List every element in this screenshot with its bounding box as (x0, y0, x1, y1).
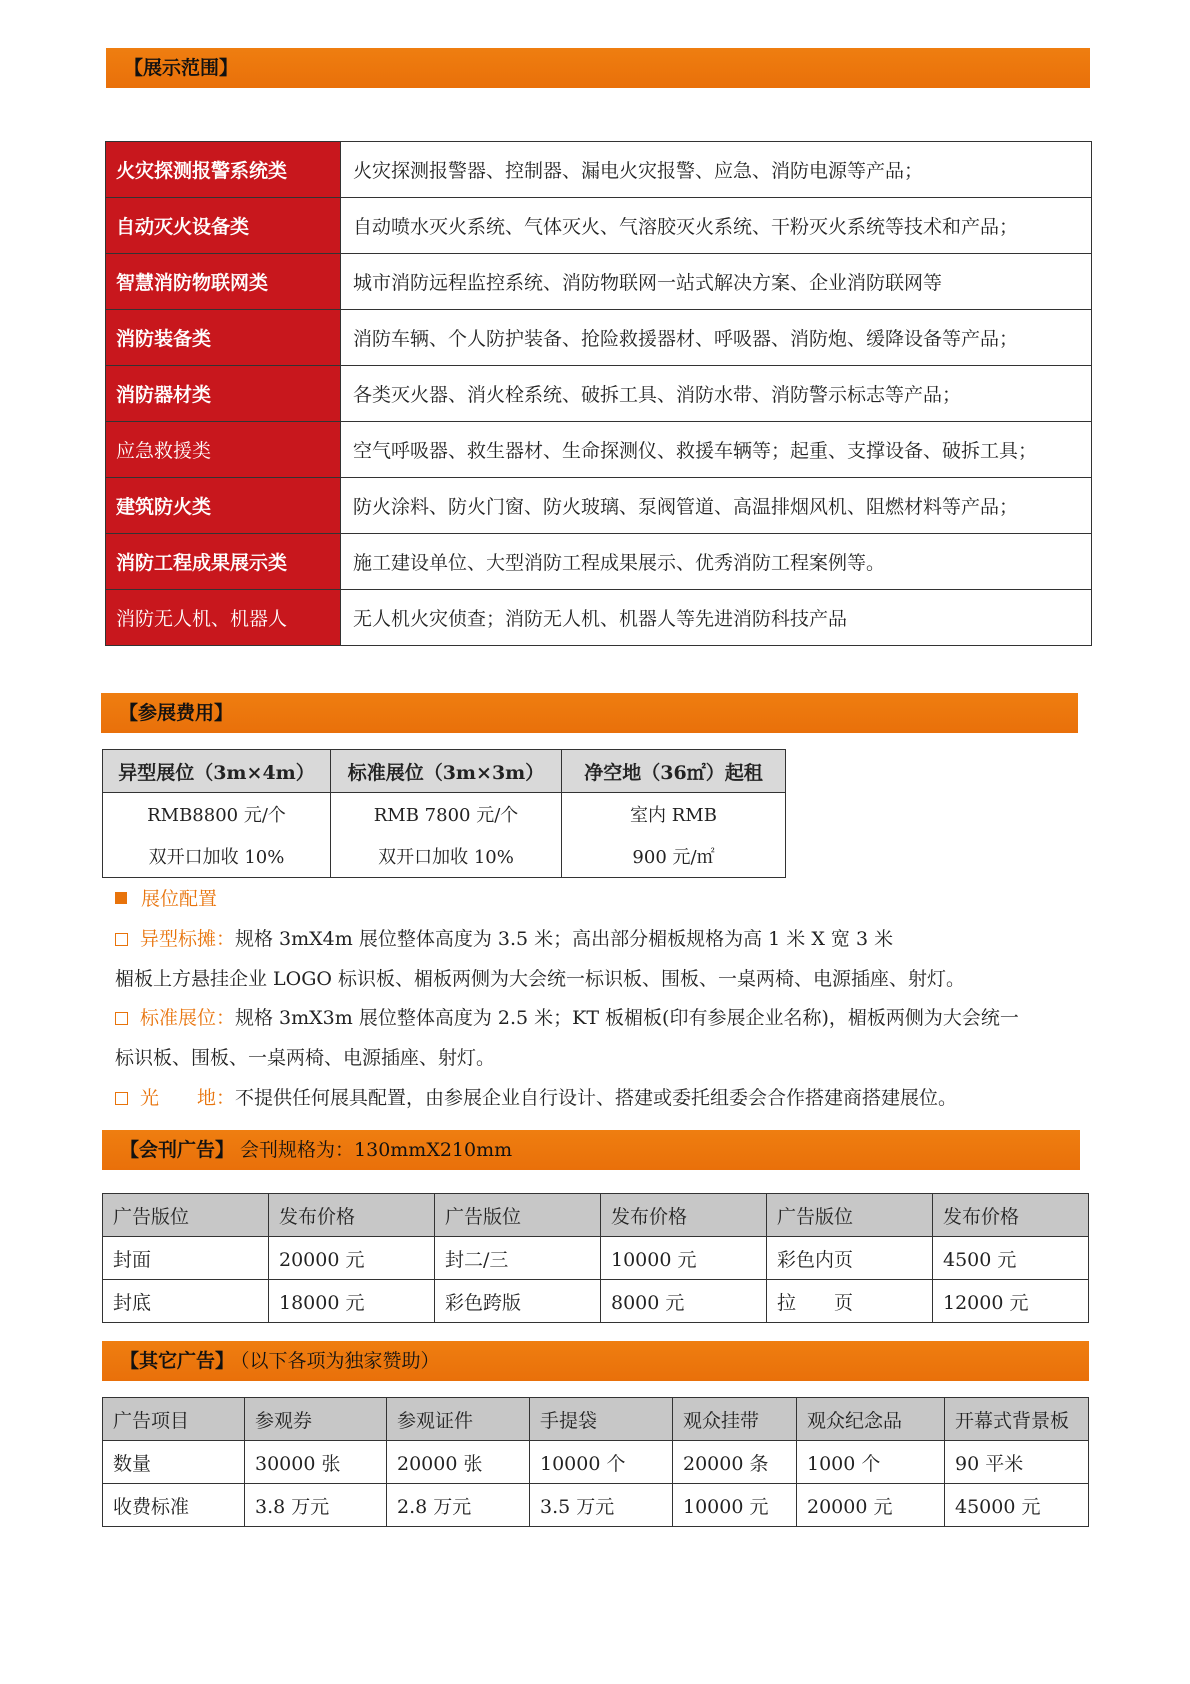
table-row (106, 254, 1092, 310)
other-header: 广告项目 (103, 1398, 245, 1441)
table-row (103, 1280, 1089, 1323)
square-bullet-icon (115, 892, 127, 904)
other-cell: 1000 个 (797, 1441, 945, 1484)
other-cell: 数量 (103, 1441, 245, 1484)
other-cell: 20000 张 (387, 1441, 530, 1484)
scope-description: 消防车辆、个人防护装备、抢险救援器材、呼吸器、消防炮、缓降设备等产品； (341, 310, 1092, 366)
journal-section-header (102, 1130, 1080, 1170)
scope-title: 【展示范围】 (124, 57, 239, 79)
scope-category: 消防器材类 (106, 366, 341, 422)
scope-description: 空气呼吸器、救生器材、生命探测仪、救援车辆等；起重、支撑设备、破拆工具； (341, 422, 1092, 478)
table-row (106, 142, 1092, 198)
other-cell: 90 平米 (945, 1441, 1089, 1484)
scope-category: 消防工程成果展示类 (106, 534, 341, 590)
other-header: 观众纪念品 (797, 1398, 945, 1441)
table-row (103, 1484, 1089, 1527)
other-header: 参观券 (245, 1398, 387, 1441)
journal-ad-table (102, 1193, 1089, 1323)
journal-cell: 封面 (103, 1237, 269, 1280)
scope-category: 消防无人机、机器人 (106, 590, 341, 646)
journal-title: 【会刊广告】 (120, 1139, 235, 1161)
fee-header: 异型展位（3m×4m） (103, 750, 331, 793)
fee-cell: RMB 7800 元/个 (331, 793, 562, 836)
fee-header: 标准展位（3m×3m） (331, 750, 562, 793)
other-ads-note: （以下各项为独家赞助） (240, 1350, 440, 1372)
journal-header: 发布价格 (601, 1194, 767, 1237)
other-cell: 收费标准 (103, 1484, 245, 1527)
fee-cell: 双开口加收 10% (103, 835, 331, 878)
other-cell: 20000 元 (797, 1484, 945, 1527)
scope-description: 防火涂料、防火门窗、防火玻璃、泵阀管道、高温排烟风机、阻燃材料等产品； (341, 478, 1092, 534)
scope-table (105, 141, 1092, 646)
fee-cell: 双开口加收 10% (331, 835, 562, 878)
journal-cell: 20000 元 (269, 1237, 435, 1280)
journal-cell: 拉 页 (767, 1280, 933, 1323)
other-ads-title: 【其它广告】 (120, 1350, 235, 1372)
other-cell: 3.8 万元 (245, 1484, 387, 1527)
other-cell: 45000 元 (945, 1484, 1089, 1527)
journal-cell: 18000 元 (269, 1280, 435, 1323)
scope-description: 无人机火灾侦查；消防无人机、机器人等先进消防科技产品 (341, 590, 1092, 646)
fees-section-header (101, 693, 1078, 733)
table-row (103, 793, 786, 836)
table-row (106, 198, 1092, 254)
other-cell: 30000 张 (245, 1441, 387, 1484)
other-ad-table (102, 1397, 1089, 1527)
journal-cell: 10000 元 (601, 1237, 767, 1280)
journal-header: 发布价格 (269, 1194, 435, 1237)
standard-label: 标准展位： (140, 1007, 236, 1029)
scope-section-header (106, 48, 1090, 88)
irregular-text: 规格 3mX4m 展位整体高度为 3.5 米；高出部分楣板规格为高 1 米 X 宽 3 米 (235, 928, 894, 950)
fee-cell: RMB8800 元/个 (103, 793, 331, 836)
other-cell: 20000 条 (673, 1441, 797, 1484)
scope-description: 施工建设单位、大型消防工程成果展示、优秀消防工程案例等。 (341, 534, 1092, 590)
scope-category: 火灾探测报警系统类 (106, 142, 341, 198)
table-row (103, 1237, 1089, 1280)
config-heading (115, 888, 217, 910)
fee-cell: 室内 RMB (562, 793, 786, 836)
scope-category: 消防装备类 (106, 310, 341, 366)
table-header-row (103, 750, 786, 793)
table-row (106, 478, 1092, 534)
scope-category: 智慧消防物联网类 (106, 254, 341, 310)
journal-cell: 封二/三 (435, 1237, 601, 1280)
irregular-label: 异型标摊： (140, 928, 236, 950)
fee-table (102, 749, 786, 878)
journal-cell: 彩色内页 (767, 1237, 933, 1280)
scope-description: 各类灭火器、消火栓系统、破拆工具、消防水带、消防警示标志等产品； (341, 366, 1092, 422)
config-bare (115, 1087, 957, 1109)
scope-description: 火灾探测报警器、控制器、漏电火灾报警、应急、消防电源等产品； (341, 142, 1092, 198)
other-cell: 3.5 万元 (530, 1484, 673, 1527)
scope-category: 应急救援类 (106, 422, 341, 478)
fee-cell: 900 元/㎡ (562, 835, 786, 878)
journal-header: 广告版位 (435, 1194, 601, 1237)
table-row (103, 835, 786, 878)
journal-header: 广告版位 (103, 1194, 269, 1237)
journal-cell: 封底 (103, 1280, 269, 1323)
checkbox-icon (115, 933, 128, 946)
journal-header: 广告版位 (767, 1194, 933, 1237)
other-cell: 2.8 万元 (387, 1484, 530, 1527)
checkbox-icon (115, 1012, 128, 1025)
journal-cell: 12000 元 (933, 1280, 1089, 1323)
standard-text: 规格 3mX3m 展位整体高度为 2.5 米；KT 板楣板(印有参展企业名称)，楣板两侧为大会统一 (235, 1007, 1019, 1029)
table-row (106, 422, 1092, 478)
other-header: 手提袋 (530, 1398, 673, 1441)
journal-spec: 会刊规格为：130mmX210mm (240, 1139, 513, 1161)
scope-description: 城市消防远程监控系统、消防物联网一站式解决方案、企业消防联网等 (341, 254, 1092, 310)
other-cell: 10000 元 (673, 1484, 797, 1527)
other-cell: 10000 个 (530, 1441, 673, 1484)
table-row (106, 590, 1092, 646)
bare-text: 不提供任何展具配置，由参展企业自行设计、搭建或委托组委会合作搭建商搭建展位。 (235, 1087, 958, 1109)
bare-label: 光 地： (140, 1087, 236, 1109)
irregular-text-2: 楣板上方悬挂企业 LOGO 标识板、楣板两侧为大会统一标识板、围板、一桌两椅、电源插座、射灯。 (115, 968, 966, 990)
journal-cell: 彩色跨版 (435, 1280, 601, 1323)
table-row (106, 534, 1092, 590)
config-heading-text: 展位配置 (141, 888, 218, 910)
table-row (106, 310, 1092, 366)
checkbox-icon (115, 1092, 128, 1105)
config-standard (115, 1007, 1019, 1029)
table-header-row (103, 1194, 1089, 1237)
scope-description: 自动喷水灭火系统、气体灭火、气溶胶灭火系统、干粉灭火系统等技术和产品； (341, 198, 1092, 254)
journal-cell: 8000 元 (601, 1280, 767, 1323)
journal-header: 发布价格 (933, 1194, 1089, 1237)
table-row (103, 1441, 1089, 1484)
config-irregular-cont (115, 968, 965, 990)
table-header-row (103, 1398, 1089, 1441)
scope-category: 自动灭火设备类 (106, 198, 341, 254)
scope-category: 建筑防火类 (106, 478, 341, 534)
other-ads-section-header (102, 1341, 1089, 1381)
table-row (106, 366, 1092, 422)
journal-cell: 4500 元 (933, 1237, 1089, 1280)
other-header: 参观证件 (387, 1398, 530, 1441)
other-header: 观众挂带 (673, 1398, 797, 1441)
standard-text-2: 标识板、围板、一桌两椅、电源插座、射灯。 (115, 1047, 496, 1069)
config-irregular (115, 928, 893, 950)
config-standard-cont (115, 1047, 495, 1069)
fees-title: 【参展费用】 (119, 702, 234, 724)
other-header: 开幕式背景板 (945, 1398, 1089, 1441)
fee-header: 净空地（36㎡）起租 (562, 750, 786, 793)
